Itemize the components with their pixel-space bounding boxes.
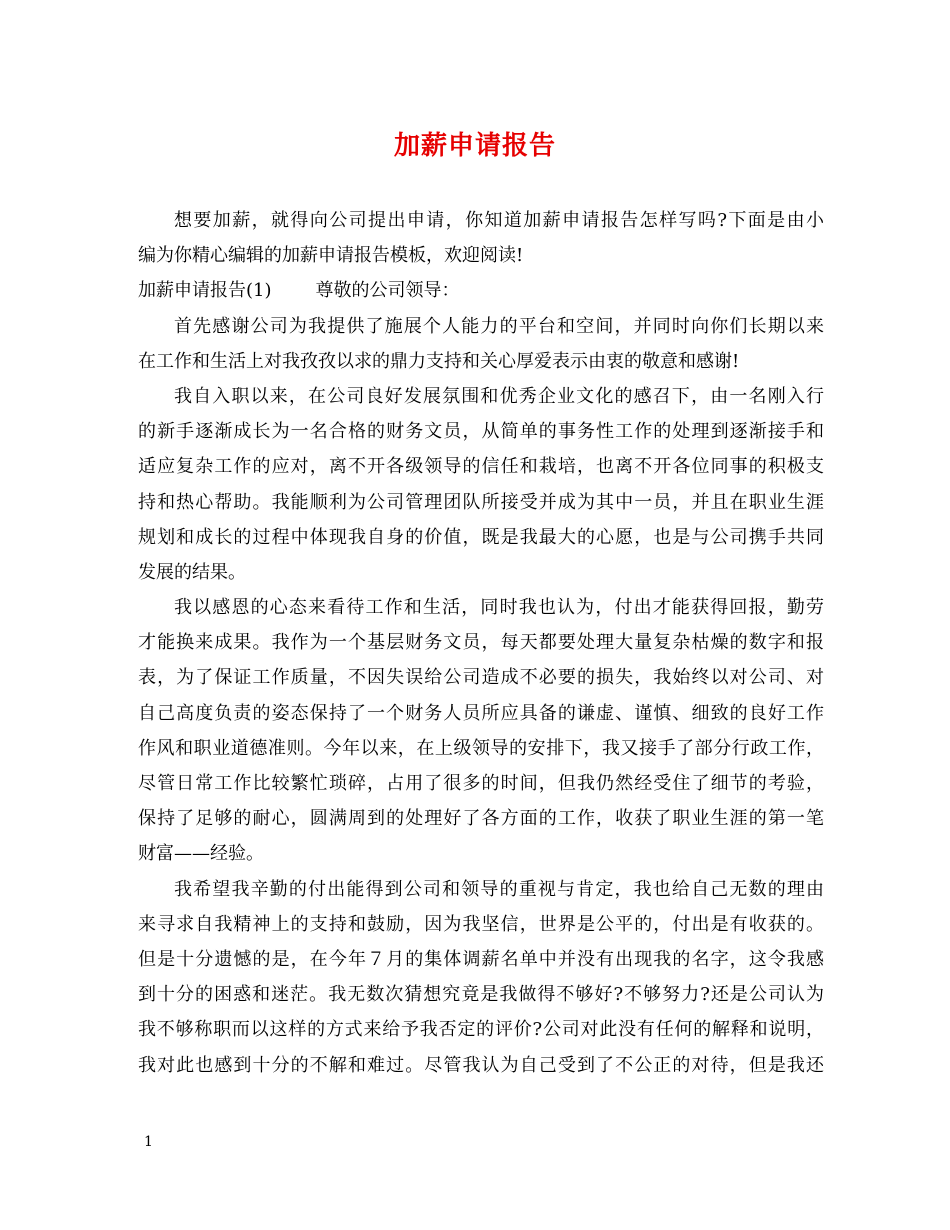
paragraph-line: 首先感谢公司为我提供了施展个人能力的平台和空间，并同时向你们长期以来 xyxy=(174,315,824,337)
paragraph-line: 作风和职业道德准则。今年以来，在上级领导的安排下，我又接手了部分行政工作， xyxy=(138,737,824,759)
paragraph-line: 来寻求自我精神上的支持和鼓励，因为我坚信，世界是公平的，付出是有收获的。 xyxy=(138,913,824,935)
intro-line: 编为你精心编辑的加薪申请报告模板，欢迎阅读! xyxy=(138,245,524,267)
paragraph-line: 表，为了保证工作质量，不因失误给公司造成不必要的损失，我始终以对公司、对 xyxy=(138,667,824,689)
paragraph-line: 发展的结果。 xyxy=(138,561,246,583)
paragraph-line: 我不够称职而以这样的方式来给予我否定的评价?公司对此没有任何的解释和说明， xyxy=(138,1019,824,1041)
paragraph-line: 我对此也感到十分的不解和难过。尽管我认为自己受到了不公正的对待，但是我还 xyxy=(138,1054,824,1076)
paragraph-line: 在工作和生活上对我孜孜以求的鼎力支持和关心厚爱表示由衷的敬意和感谢! xyxy=(138,350,740,372)
paragraph-line: 规划和成长的过程中体现我自身的价值，既是我最大的心愿，也是与公司携手共同 xyxy=(138,526,824,548)
paragraph-line: 适应复杂工作的应对，离不开各级领导的信任和栽培，也离不开各位同事的积极支 xyxy=(138,456,824,478)
paragraph-line: 财富——经验。 xyxy=(138,843,264,865)
paragraph-line: 但是十分遗憾的是，在今年７月的集体调薪名单中并没有出现我的名字，这令我感 xyxy=(138,948,824,970)
paragraph-line: 我自入职以来，在公司良好发展氛围和优秀企业文化的感召下，由一名刚入行 xyxy=(174,385,824,407)
paragraph-line: 我希望我辛勤的付出能得到公司和领导的重视与肯定，我也给自己无数的理由 xyxy=(174,878,824,900)
intro-line: 想要加薪，就得向公司提出申请，你知道加薪申请报告怎样写吗?下面是由小 xyxy=(174,210,824,231)
paragraph-line: 我以感恩的心态来看待工作和生活，同时我也认为，付出才能获得回报，勤劳 xyxy=(174,597,824,619)
document-body xyxy=(138,203,824,1083)
section-heading: 加薪申请报告(1) xyxy=(138,280,272,302)
paragraph-line: 尽管日常工作比较繁忙琐碎，占用了很多的时间，但我仍然经受住了细节的考验， xyxy=(138,773,824,794)
document-title: 加薪申请报告 xyxy=(393,131,556,161)
paragraph-line: 的新手逐渐成长为一名合格的财务文员，从简单的事务性工作的处理到逐渐接手和 xyxy=(138,421,824,443)
paragraph-line: 自己高度负责的姿态保持了一个财务人员所应具备的谦虚、谨慎、细致的良好工作 xyxy=(138,702,824,724)
paragraph-line: 持和热心帮助。我能顺利为公司管理团队所接受并成为其中一员，并且在职业生涯 xyxy=(138,491,824,513)
paragraph-line: 到十分的困惑和迷茫。我无数次猜想究竟是我做得不够好?不够努力?还是公司认为 xyxy=(138,984,824,1006)
paragraph-line: 才能换来成果。我作为一个基层财务文员，每天都要处理大量复杂枯燥的数字和报 xyxy=(138,632,824,654)
salutation: 尊敬的公司领导： xyxy=(315,280,460,302)
section-heading-line xyxy=(138,273,824,308)
page-number: 1 xyxy=(144,1134,153,1150)
paragraph-line: 保持了足够的耐心，圆满周到的处理好了各方面的工作，收获了职业生涯的第一笔 xyxy=(138,808,824,830)
